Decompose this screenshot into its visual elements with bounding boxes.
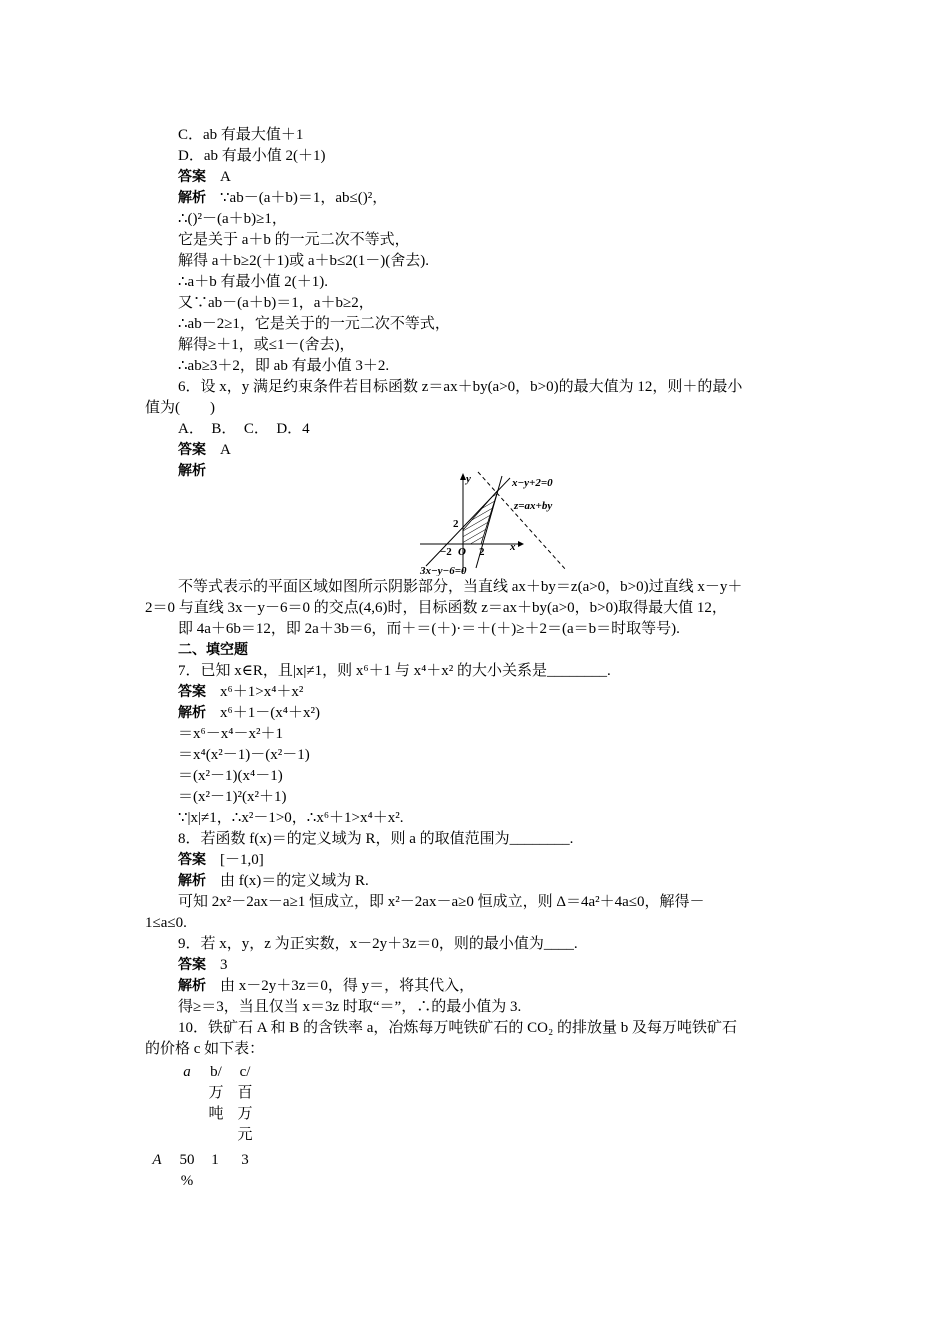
answer-line — [178, 440, 231, 460]
question-10: 10．铁矿石 A 和 B 的含铁率 a，冶炼每万吨铁矿石的 CO₂ 的排放量 b 及每万吨铁矿石 — [178, 1020, 737, 1036]
table-header-c-line: 百 — [237, 1085, 253, 1101]
analysis-line — [178, 871, 369, 891]
table-cell-c: 3 — [241, 1152, 249, 1168]
table-cell-a — [176, 1150, 198, 1192]
x-axis-arrow — [518, 541, 524, 547]
section-heading: 二、填空题 — [178, 642, 248, 658]
answer-label: 答案 — [178, 169, 206, 185]
region-graph — [418, 470, 568, 576]
analysis-text: ∵ab－(a＋b)＝1，ab≤()²， — [220, 190, 388, 206]
question-6: 6．设 x，y 满足约束条件若目标函数 z＝ax＋by(a>0，b>0)的最大值为 12，则＋的最小 — [178, 379, 743, 395]
answer-line — [178, 850, 264, 870]
analysis-label: 解析 — [178, 705, 206, 721]
question-6-cont: 值为( ) — [145, 400, 215, 416]
text-line: 1≤a≤0. — [145, 915, 187, 931]
table-header-c-line: c/ — [239, 1064, 251, 1080]
analysis-label: 解析 — [178, 463, 206, 479]
answer-text: A — [220, 442, 231, 458]
label-y: y — [466, 473, 471, 485]
table-cell-a-line: % — [180, 1173, 194, 1189]
text-line: ∵|x|≠1，∴x²－1>0，∴x⁶＋1>x⁴＋x². — [178, 810, 404, 826]
text-line: 得≥＝3，当且仅当 x＝3z 时取“＝”，∴的最小值为 3. — [178, 999, 522, 1015]
label-line1: x−y+2=0 — [512, 477, 553, 489]
text-line: ＝x⁴(x²－1)－(x²－1) — [178, 747, 310, 763]
text-line: ＝x⁶－x⁴－x²＋1 — [178, 726, 283, 742]
analysis-text: x⁶＋1－(x⁴＋x²) — [220, 705, 320, 721]
label-x: x — [510, 541, 516, 553]
table-header-c-line: 万 — [237, 1106, 253, 1122]
text-line: 可知 2x²－2ax－a≥1 恒成立，即 x²－2ax－a≥0 恒成立，则 Δ＝4a²＋4a≤0，解得－ — [178, 894, 705, 910]
question-9: 9．若 x，y，z 为正实数，x－2y＋3z＝0，则的最小值为____. — [178, 936, 578, 952]
answer-label: 答案 — [178, 684, 206, 700]
label-line3: 3x−y−6=0 — [420, 565, 467, 576]
option-d: D．ab 有最小值 2(＋1) — [178, 148, 326, 164]
table-cell-b: 1 — [211, 1152, 219, 1168]
tick-2x: 2 — [479, 546, 485, 558]
question-6-options: A． B． C． D．4 — [178, 421, 310, 437]
table-header-c — [234, 1062, 256, 1146]
table-header-b-line: 万 — [208, 1085, 224, 1101]
analysis-label: 解析 — [178, 978, 206, 994]
text-line: ＝(x²－1)²(x²＋1) — [178, 789, 287, 805]
answer-text: [－1,0] — [220, 852, 264, 868]
text-line: 又∵ab－(a＋b)＝1，a＋b≥2， — [178, 295, 374, 311]
text-line: 解得 a＋b≥2(＋1)或 a＋b≤2(1－)(舍去). — [178, 253, 430, 269]
tick-neg2: −2 — [440, 546, 452, 558]
tick-2y: 2 — [453, 518, 459, 530]
analysis-line — [178, 703, 320, 723]
analysis-line — [178, 461, 206, 481]
analysis-label: 解析 — [178, 873, 206, 889]
table-row-name: A — [152, 1152, 162, 1168]
text-line: 解得≥＋1，或≤1－(舍去)， — [178, 337, 355, 353]
question-8: 8．若函数 f(x)＝的定义域为 R，则 a 的取值范围为________. — [178, 831, 574, 847]
feasible-region — [463, 490, 498, 544]
text-line: ∴ab－2≥1，它是关于的一元二次不等式， — [178, 316, 450, 332]
text-line: ∴ab≥3＋2，即 ab 有最小值 3＋2. — [178, 358, 390, 374]
text-line: 2＝0 与直线 3x－y－6＝0 的交点(4,6)时，目标函数 z＝ax＋by(a>0，b>0)取得最大值 12， — [145, 600, 727, 616]
label-line2: z=ax+by — [514, 500, 553, 512]
table-header-a: a — [183, 1064, 191, 1080]
answer-line — [178, 955, 228, 975]
text-line: 不等式表示的平面区域如图所示阴影部分，当直线 ax＋by＝z(a>0，b>0)过直线 x－y＋ — [178, 579, 743, 595]
answer-line — [178, 167, 231, 187]
text-line: ＝(x²－1)(x⁴－1) — [178, 768, 283, 784]
text-line: 即 4a＋6b＝12，即 2a＋3b＝6，而＋＝(＋)·＝＋(＋)≥＋2＝(a＝b＝时取等号). — [178, 621, 680, 637]
answer-line — [178, 682, 303, 702]
text-line: ∴a＋b 有最小值 2(＋1). — [178, 274, 328, 290]
table-header-b-line: 吨 — [208, 1106, 224, 1122]
question-7: 7．已知 x∈R，且|x|≠1，则 x⁶＋1 与 x⁴＋x² 的大小关系是________. — [178, 663, 611, 679]
table-cell-a-line: 50 — [179, 1152, 195, 1168]
answer-text: 3 — [220, 957, 228, 973]
table-header-c-line: 元 — [237, 1127, 253, 1143]
table-header-b-line: b/ — [210, 1064, 222, 1080]
analysis-label: 解析 — [178, 190, 206, 206]
answer-label: 答案 — [178, 957, 206, 973]
question-10-cont: 的价格 c 如下表： — [145, 1041, 265, 1057]
analysis-text: 由 x－2y＋3z＝0，得 y＝，将其代入， — [220, 978, 475, 994]
answer-text: x⁶＋1>x⁴＋x² — [220, 684, 304, 700]
answer-text: A — [220, 169, 231, 185]
text-line: ∴()²－(a＋b)≥1， — [178, 211, 287, 227]
table-header-b — [205, 1062, 227, 1125]
answer-label: 答案 — [178, 852, 206, 868]
option-c: C．ab 有最大值＋1 — [178, 127, 304, 143]
analysis-text: 由 f(x)＝的定义域为 R. — [220, 873, 369, 889]
answer-label: 答案 — [178, 442, 206, 458]
analysis-line — [178, 188, 387, 208]
origin-label: O — [458, 546, 466, 558]
analysis-line — [178, 976, 474, 996]
text-line: 它是关于 a＋b 的一元二次不等式， — [178, 232, 410, 248]
